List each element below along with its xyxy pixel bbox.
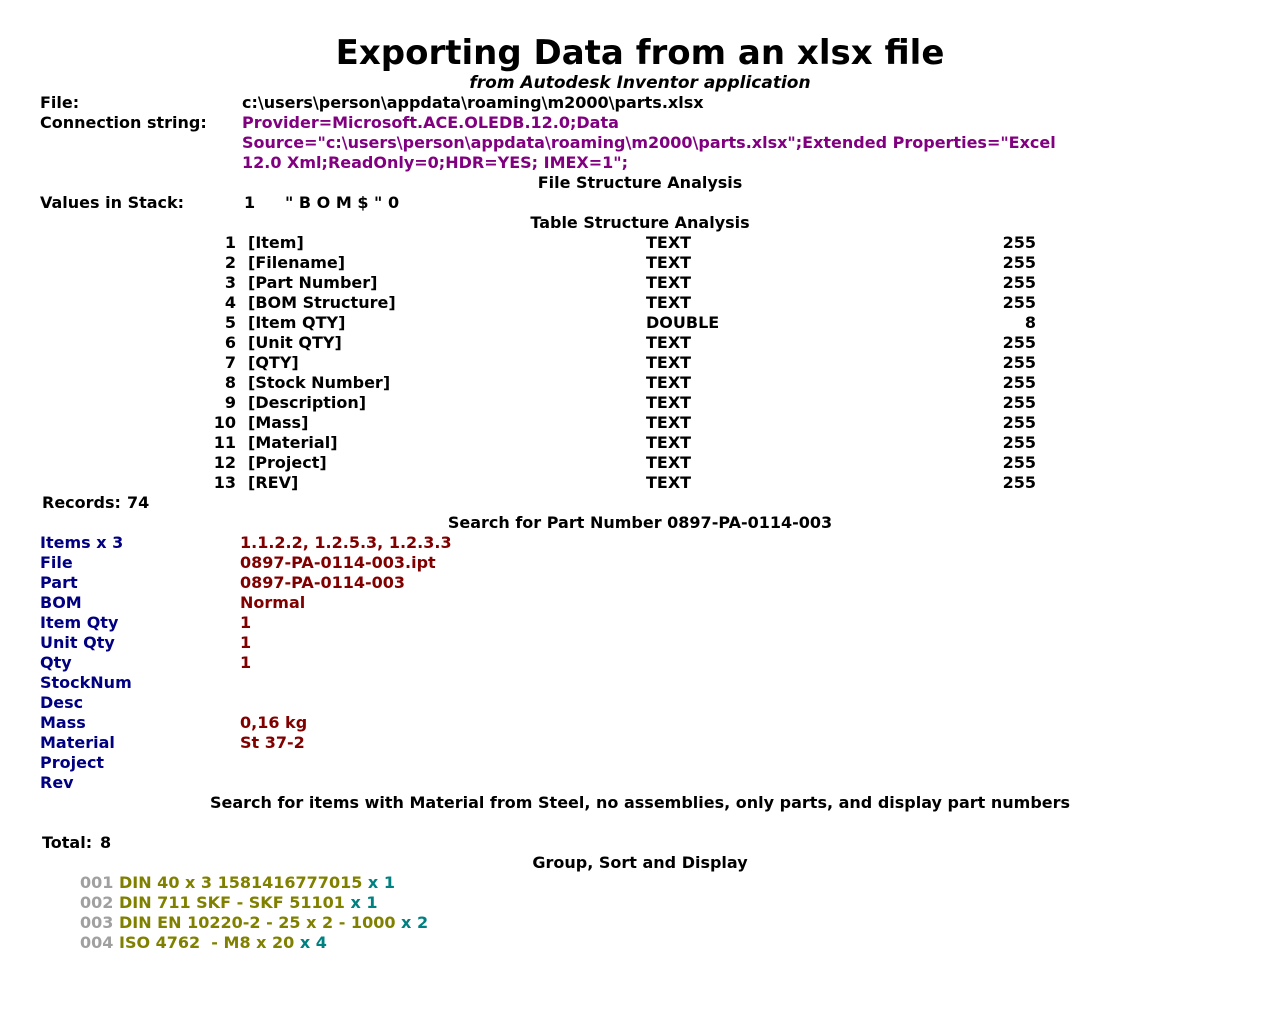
table-row [0, 233, 1280, 253]
detail-value: St 37-2 [240, 733, 305, 752]
field-name: [BOM Structure] [248, 293, 396, 312]
field-number: 11 [213, 433, 236, 452]
field-number: 13 [213, 473, 236, 492]
item-name: ISO 4762 - M8 x 20 [118, 933, 295, 952]
steel-search-heading: Search for items with Material from Steel, no assemblies, only parts, and display part numbers [209, 793, 1071, 812]
field-size: 255 [1002, 413, 1036, 432]
item-qty: x 1 [367, 873, 395, 892]
field-size: 255 [1002, 353, 1036, 372]
field-type: TEXT [646, 353, 692, 372]
field-size: 255 [1002, 233, 1036, 252]
detail-row [0, 733, 1280, 753]
detail-row [0, 593, 1280, 613]
item-name: DIN 711 SKF - SKF 51101 [118, 893, 345, 912]
item-index: 002 [80, 893, 114, 912]
field-size: 8 [1024, 313, 1036, 332]
list-item [80, 893, 377, 913]
field-name: [Item] [248, 233, 304, 252]
field-name: [Item QTY] [248, 313, 346, 332]
field-name: [Mass] [248, 413, 309, 432]
field-number: 7 [224, 353, 236, 372]
detail-row [0, 753, 1280, 773]
stack-label: Values in Stack: [40, 193, 185, 212]
list-item [80, 933, 327, 953]
field-number: 4 [224, 293, 236, 312]
field-number: 6 [224, 333, 236, 352]
table-row [0, 453, 1280, 473]
field-number: 2 [224, 253, 236, 272]
field-type: TEXT [646, 473, 692, 492]
field-type: TEXT [646, 273, 692, 292]
field-type: TEXT [646, 293, 692, 312]
detail-label: Qty [40, 653, 72, 672]
field-size: 255 [1002, 293, 1036, 312]
field-size: 255 [1002, 393, 1036, 412]
connection-string-line-2: Source="c:\users\person\appdata\roaming\m2000\parts.xlsx";Extended Properties="Excel [242, 133, 1056, 152]
field-number: 8 [224, 373, 236, 392]
connection-label: Connection string: [40, 113, 207, 132]
detail-label: Mass [40, 713, 86, 732]
detail-row [0, 773, 1280, 793]
records-count: 74 [127, 493, 150, 512]
file-label: File: [40, 93, 80, 112]
table-row [0, 253, 1280, 273]
detail-row [0, 533, 1280, 553]
detail-value: Normal [240, 593, 306, 612]
field-type: DOUBLE [646, 313, 720, 332]
table-row [0, 413, 1280, 433]
detail-label: Part [40, 573, 78, 592]
field-size: 255 [1002, 373, 1036, 392]
table-row [0, 433, 1280, 453]
detail-label: Items x 3 [40, 533, 124, 552]
item-qty: x 2 [401, 913, 429, 932]
table-row [0, 273, 1280, 293]
field-name: [Unit QTY] [248, 333, 342, 352]
item-name: DIN 40 x 3 1581416777015 [118, 873, 363, 892]
stack-value: " B O M $ " 0 [285, 193, 400, 212]
field-type: TEXT [646, 453, 692, 472]
table-row [0, 393, 1280, 413]
detail-label: BOM [40, 593, 82, 612]
connection-string-line-3: 12.0 Xml;ReadOnly=0;HDR=YES; IMEX=1"; [242, 153, 629, 172]
detail-row [0, 573, 1280, 593]
detail-label: Rev [40, 773, 74, 792]
detail-row [0, 633, 1280, 653]
detail-row [0, 673, 1280, 693]
detail-label: File [40, 553, 73, 572]
group-sort-heading: Group, Sort and Display [532, 853, 748, 872]
field-name: [Stock Number] [248, 373, 391, 392]
table-structure-heading: Table Structure Analysis [530, 213, 750, 232]
total-count: 8 [100, 833, 112, 852]
field-type: TEXT [646, 373, 692, 392]
field-size: 255 [1002, 453, 1036, 472]
field-name: [Description] [248, 393, 367, 412]
field-number: 3 [224, 273, 236, 292]
detail-value: 1.1.2.2, 1.2.5.3, 1.2.3.3 [240, 533, 452, 552]
field-size: 255 [1002, 473, 1036, 492]
field-name: [Material] [248, 433, 338, 452]
field-size: 255 [1002, 253, 1036, 272]
detail-row [0, 653, 1280, 673]
field-type: TEXT [646, 413, 692, 432]
file-structure-heading: File Structure Analysis [537, 173, 743, 192]
item-index: 001 [80, 873, 114, 892]
field-number: 12 [213, 453, 236, 472]
item-index: 004 [80, 933, 114, 952]
list-item [80, 873, 395, 893]
field-size: 255 [1002, 273, 1036, 292]
detail-label: StockNum [40, 673, 132, 692]
table-row [0, 373, 1280, 393]
file-path: c:\users\person\appdata\roaming\m2000\parts.xlsx [242, 93, 704, 112]
item-index: 003 [80, 913, 114, 932]
detail-row [0, 553, 1280, 573]
detail-label: Project [40, 753, 105, 772]
connection-string-line-1: Provider=Microsoft.ACE.OLEDB.12.0;Data [242, 113, 619, 132]
table-row [0, 333, 1280, 353]
part-search-heading: Search for Part Number 0897-PA-0114-003 [447, 513, 833, 532]
page-title: Exporting Data from an xlsx file [335, 33, 945, 73]
field-type: TEXT [646, 253, 692, 272]
total-label: Total: [42, 833, 93, 852]
stack-count: 1 [244, 193, 256, 212]
field-type: TEXT [646, 233, 692, 252]
detail-label: Desc [40, 693, 84, 712]
detail-row [0, 613, 1280, 633]
field-number: 1 [224, 233, 236, 252]
field-name: [REV] [248, 473, 299, 492]
field-name: [Filename] [248, 253, 346, 272]
field-number: 5 [224, 313, 236, 332]
detail-label: Unit Qty [40, 633, 115, 652]
item-qty: x 4 [299, 933, 327, 952]
table-row [0, 353, 1280, 373]
item-qty: x 1 [350, 893, 378, 912]
detail-value: 0897-PA-0114-003.ipt [240, 553, 436, 572]
field-type: TEXT [646, 333, 692, 352]
field-size: 255 [1002, 333, 1036, 352]
field-name: [QTY] [248, 353, 299, 372]
detail-label: Item Qty [40, 613, 119, 632]
detail-value: 0,16 kg [240, 713, 308, 732]
field-type: TEXT [646, 433, 692, 452]
table-row [0, 293, 1280, 313]
detail-row [0, 693, 1280, 713]
detail-row [0, 713, 1280, 733]
table-row [0, 313, 1280, 333]
field-name: [Part Number] [248, 273, 378, 292]
detail-value: 1 [240, 633, 252, 652]
records-label: Records: [42, 493, 121, 512]
detail-value: 1 [240, 613, 252, 632]
list-item [80, 913, 428, 933]
field-size: 255 [1002, 433, 1036, 452]
page-subtitle: from Autodesk Inventor application [469, 73, 811, 93]
table-row [0, 473, 1280, 493]
detail-value: 0897-PA-0114-003 [240, 573, 406, 592]
field-name: [Project] [248, 453, 327, 472]
item-name: DIN EN 10220-2 - 25 x 2 - 1000 [118, 913, 396, 932]
field-type: TEXT [646, 393, 692, 412]
field-number: 9 [224, 393, 236, 412]
field-number: 10 [213, 413, 236, 432]
detail-label: Material [40, 733, 115, 752]
detail-value: 1 [240, 653, 252, 672]
